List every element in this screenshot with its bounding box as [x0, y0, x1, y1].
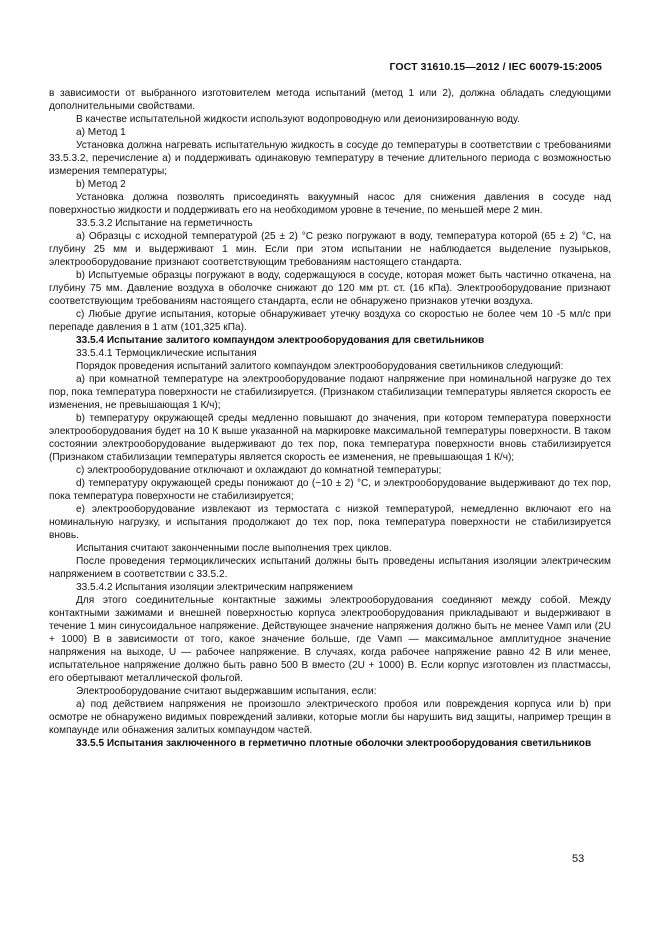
section-heading: 33.5.5 Испытания заключенного в герметично плотные оболочки электрооборудования светильников	[76, 738, 592, 749]
paragraph: а) Образцы с исходной температурой (25 ± 2) °С резко погружают в воду, температура которой (65 ± 2) °С, на глубину 25 мм и выдерживают 1 мин. Если при этом испытании не наблюдается выделение пузырьков, электрооборудование признают соответствующим требованиям настоящего стандарта.	[49, 231, 611, 268]
paragraph: 33.5.3.2 Испытание на герметичность	[76, 218, 253, 229]
paragraph: с) Любые другие испытания, которые обнаруживает утечку воздуха со скоростью не более чем 10 -5 мл/с при перепаде давления в 1 атм (101,325 кПа).	[49, 309, 611, 333]
paragraph: В качестве испытательной жидкости используют водопроводную или деионизированную воду.	[76, 114, 520, 125]
paragraph: Установка должна позволять присоединять вакуумный насос для снижения давления в сосуде над поверхностью жидкости и поддерживать его на необходимом уровне в течение, по меньшей мере 2 мин.	[49, 192, 611, 216]
paragraph: b) Метод 2	[76, 179, 126, 190]
standard-header: ГОСТ 31610.15—2012 / IEC 60079-15:2005	[389, 61, 602, 73]
paragraph: 33.5.4.2 Испытания изоляции электрическим напряжением	[76, 582, 353, 593]
paragraph: b) температуру окружающей среды медленно повышают до значения, при котором температура поверхности электрооборудования будет на 10 К выше указанной на маркировке максимальной температуры поверхности. В таком состоянии электрооборудование выдерживают до тех пор, пока температура поверхности вновь стабилизируется (Признаком стабилизации температуры является скорость ее изменения, не превышающая 1 К/ч);	[49, 413, 611, 463]
paragraph: Установка должна нагревать испытательную жидкость в сосуде до температуры в соответствии с требованиями 33.5.3.2, перечисление а) и поддерживать одинаковую температуру в течение длительного периода с возможностью измерения температуры;	[49, 140, 611, 177]
paragraph: d) температуру окружающей среды понижают до (−10 ± 2) °С, и электрооборудование выдерживают до тех пор, пока температура поверхности не стабилизируется;	[49, 478, 611, 502]
body-text	[49, 87, 611, 750]
paragraph: Электрооборудование считают выдержавшим испытания, если:	[76, 686, 377, 697]
paragraph: b) Испытуемые образцы погружают в воду, содержащуюся в сосуде, которая может быть частично откачена, на глубину 75 мм. Давление воздуха в оболочке снижают до 120 мм рт. ст. (16 кПа). Электрооборудование признают соответствующим требованиям настоящего стандарта, если не обнаружено признаков утечки воздуха.	[49, 270, 611, 307]
paragraph: Порядок проведения испытаний залитого компаундом электрооборудования светильников следующий:	[76, 361, 564, 372]
paragraph: с) электрооборудование отключают и охлаждают до комнатной температуры;	[76, 465, 442, 476]
paragraph: е) электрооборудование извлекают из термостата с низкой температурой, немедленно включают его на номинальную нагрузку, и испытания продолжают до тех пор, пока температура поверхности не стабилизируется вновь.	[49, 504, 611, 541]
paragraph: Испытания считают законченными после выполнения трех циклов.	[76, 543, 392, 554]
paragraph: 33.5.4.1 Термоциклические испытания	[76, 348, 257, 359]
paragraph: в зависимости от выбранного изготовителем метода испытаний (метод 1 или 2), должна обладать следующими дополнительными свойствами.	[49, 88, 611, 112]
paragraph: а) под действием напряжения не произошло электрического пробоя или повреждения корпуса или b) при осмотре не обнаружено видимых повреждений заливки, которые могли бы нарушить вид защиты, например трещин в компаунде или обнажения залитых компаундом частей.	[49, 699, 611, 736]
paragraph: После проведения термоциклических испытаний должны быть проведены испытания изоляции электрическим напряжением в соответствии с 33.5.2.	[49, 556, 611, 580]
paragraph: а) при комнатной температуре на электрооборудование подают напряжение при номинальной нагрузке до тех пор, пока температура поверхности не стабилизируется. (Признаком стабилизации температуры является скорость ее изменения, не превышающая 1 К/ч);	[49, 374, 611, 411]
paragraph: а) Метод 1	[76, 127, 126, 138]
section-heading: 33.5.4 Испытание залитого компаундом электрооборудования для светильников	[76, 335, 485, 346]
paragraph: Для этого соединительные контактные зажимы электрооборудования соединяют между собой. Между контактными зажимами и внешней поверхностью корпуса электрооборудования прикладывают и выдерживают в течение 1 мин синусоидальное напряжение. Действующее значение напряжения должно быть не менее Vамп или (2U + 1000) В в зависимости от того, какое значение больше, где Vамп — максимальное амплитудное значение напряжения на выходе, U — рабочее напряжение. В случаях, когда рабочее напряжение равно 42 В или менее, испытательное напряжение должно быть равно 500 В вместо (2U + 1000) В. Если корпус изготовлен из пластмассы, его обертывают металлической фольгой.	[49, 595, 611, 684]
page-number: 53	[572, 853, 585, 865]
